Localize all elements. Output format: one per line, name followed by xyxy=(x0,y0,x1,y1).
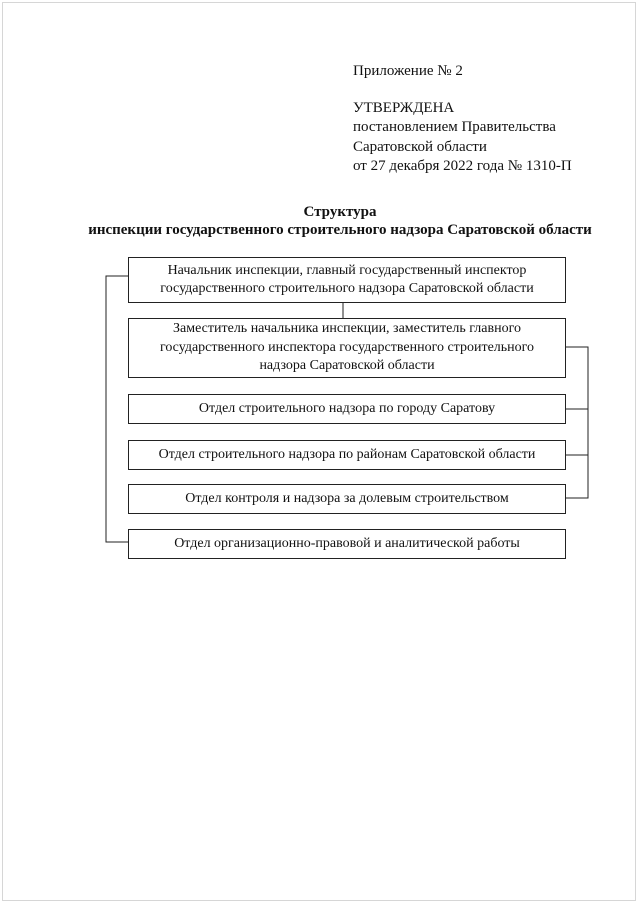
connector-deputy-dept3 xyxy=(566,347,588,498)
box-dept-organizational-legal xyxy=(128,529,566,559)
box-deputy-line1: Заместитель начальника инспекции, заместитель главного xyxy=(173,321,521,337)
box-head-line1: Начальник инспекции, главный государственный инспектор xyxy=(167,262,527,278)
box-dept-shared-construction xyxy=(128,484,566,514)
approved-by: постановлением Правительства xyxy=(353,119,556,135)
box-dept-saratov-city xyxy=(128,394,566,424)
box-head-of-inspection xyxy=(128,257,566,303)
box-dept3-label: Отдел контроля и надзора за долевым строительством xyxy=(185,490,509,506)
annex-number: Приложение № 2 xyxy=(353,63,463,79)
document-title: Структура xyxy=(303,204,377,220)
box-dept2-label: Отдел строительного надзора по районам Саратовской области xyxy=(158,446,536,462)
approved-region: Саратовской области xyxy=(353,138,487,155)
box-dept1-label: Отдел строительного надзора по городу Саратову xyxy=(198,400,496,416)
connector-head-dept4 xyxy=(106,276,128,542)
document-subtitle: инспекции государственного строительного надзора Саратовской области xyxy=(88,222,592,238)
box-head-line2: государственного строительного надзора Саратовской области xyxy=(160,281,534,296)
box-deputy-head xyxy=(128,318,566,378)
box-deputy-line2: государственного инспектора государственного строительного xyxy=(159,339,535,355)
box-deputy-line3: надзора Саратовской области xyxy=(259,358,435,374)
approved-label: УТВЕРЖДЕНА xyxy=(353,99,455,116)
box-dept-saratov-districts xyxy=(128,440,566,470)
box-dept4-label: Отдел организационно-правовой и аналитической работы xyxy=(174,535,520,551)
approval-date-number: от 27 декабря 2022 года № 1310-П xyxy=(353,158,572,174)
